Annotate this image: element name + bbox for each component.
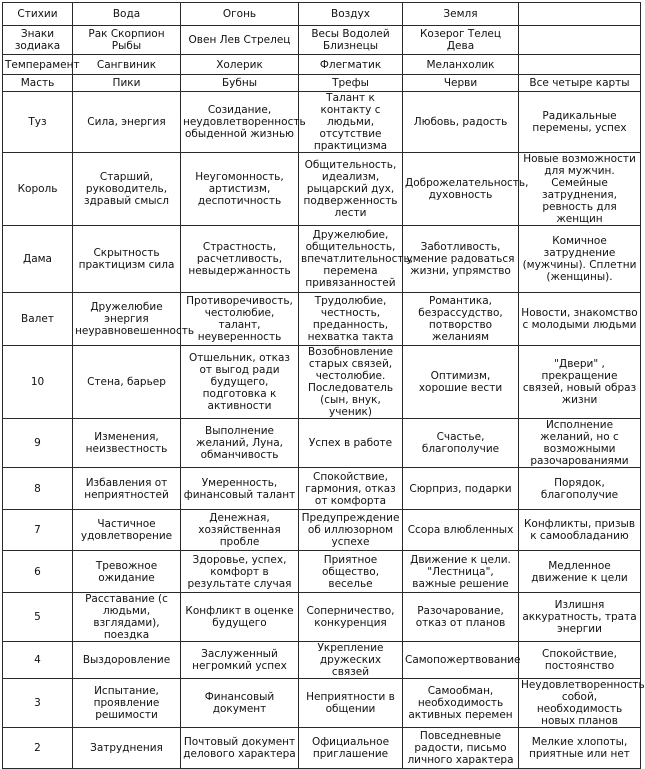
table-cell: Избавления от неприятностей (73, 468, 181, 510)
table-cell (519, 55, 641, 75)
table-cell: Противоречивость, честолюбие, талант, неуверенность (181, 293, 299, 346)
table-cell: Официальное приглашение (299, 728, 403, 769)
table-cell: Самопожертвование (403, 642, 519, 679)
table-cell: Рак Скорпион Рыбы (73, 26, 181, 55)
row-label-cell: Темперамент (3, 55, 73, 75)
table-row (3, 226, 641, 293)
table-cell: Все четыре карты (519, 75, 641, 92)
table-row (3, 293, 641, 346)
row-label-cell: 7 (3, 510, 73, 551)
table-cell: Самообман, необходимость активных перемен (403, 679, 519, 728)
table-cell: Новые возможности для мужчин. Семейные затруднения, ревность для женщин (519, 153, 641, 226)
table-cell: Конфликт в оценке будущего (181, 593, 299, 642)
table-cell: Дружелюбие энергия неуравновешенность (73, 293, 181, 346)
table-cell: Трудолюбие, честность, преданность, нехватка такта (299, 293, 403, 346)
row-label-cell: Дама (3, 226, 73, 293)
table-cell: Старший, руководитель, здравый смысл (73, 153, 181, 226)
row-label-cell: Туз (3, 92, 73, 153)
table-cell: Доброжелательность, духовность (403, 153, 519, 226)
table-cell: Выполнение желаний, Луна, обманчивость (181, 419, 299, 468)
table-cell: Частичное удовлетворение (73, 510, 181, 551)
table-cell: Выздоровление (73, 642, 181, 679)
table-cell: Талант к контакту с людьми, отсутствие практицизма (299, 92, 403, 153)
table-cell: Исполнение желаний, но с возможными разочарованиями (519, 419, 641, 468)
table-row (3, 679, 641, 728)
table-header-row (3, 3, 641, 26)
tarot-correspondence-table (2, 2, 645, 769)
table-cell: Расставание (с людьми, взглядами), поездка (73, 593, 181, 642)
table-cell: Комичное затруднение (мужчины). Сплетни (женщины). (519, 226, 641, 293)
table-cell: Ссора влюбленных (403, 510, 519, 551)
table-row (3, 419, 641, 468)
table-cell: Медленное движение к цели (519, 551, 641, 593)
table-row (3, 551, 641, 593)
table-cell: Сюрприз, подарки (403, 468, 519, 510)
row-label-cell: 5 (3, 593, 73, 642)
table-cell: Спокойствие, гармония, отказ от комфорта (299, 468, 403, 510)
table-row (3, 153, 641, 226)
header-cell (519, 3, 641, 26)
table-cell: Повседневные радости, письмо личного характера (403, 728, 519, 769)
table-cell: Укрепление дружеских связей (299, 642, 403, 679)
table-cell: Успех в работе (299, 419, 403, 468)
table-cell: Сангвиник (73, 55, 181, 75)
table-cell: Меланхолик (403, 55, 519, 75)
table-cell: Излишня аккуратность, трата энергии (519, 593, 641, 642)
table-cell (519, 26, 641, 55)
row-label-cell: Король (3, 153, 73, 226)
row-label-cell: 9 (3, 419, 73, 468)
table-row (3, 468, 641, 510)
table-cell: "Двери" , прекращение связей, новый образ жизни (519, 346, 641, 419)
table-cell: Возобновление старых связей, честолюбие. Последователь (сын, внук, ученик) (299, 346, 403, 419)
header-cell: Вода (73, 3, 181, 26)
table-cell: Затруднения (73, 728, 181, 769)
table-cell: Предупреждение об иллюзорном успехе (299, 510, 403, 551)
row-label-cell: 6 (3, 551, 73, 593)
table-row (3, 55, 641, 75)
table-cell: Флегматик (299, 55, 403, 75)
table-cell: Движение к цели. "Лестница", важные решение (403, 551, 519, 593)
table-cell: Трефы (299, 75, 403, 92)
table-cell: Дружелюбие, общительность, впечатлительность, перемена привязанностей (299, 226, 403, 293)
row-label-cell: 2 (3, 728, 73, 769)
table-cell: Козерог Телец Дева (403, 26, 519, 55)
table-cell: Денежная, хозяйственная пробле (181, 510, 299, 551)
row-label-cell: 4 (3, 642, 73, 679)
table-cell: Соперничество, конкуренция (299, 593, 403, 642)
table-cell: Неудовлетворенность собой, необходимость новых планов (519, 679, 641, 728)
header-cell: Воздух (299, 3, 403, 26)
table-cell: Тревожное ожидание (73, 551, 181, 593)
table-cell: Оптимизм, хорошие вести (403, 346, 519, 419)
header-cell: Земля (403, 3, 519, 26)
table-cell: Стена, барьер (73, 346, 181, 419)
table-cell: Черви (403, 75, 519, 92)
table-cell: Спокойствие, постоянство (519, 642, 641, 679)
table-cell: Конфликты, призыв к самообладанию (519, 510, 641, 551)
table-cell: Испытание, проявление решимости (73, 679, 181, 728)
header-cell: Огонь (181, 3, 299, 26)
table-row (3, 642, 641, 679)
table-cell: Неприятности в общении (299, 679, 403, 728)
row-label-cell: Знаки зодиака (3, 26, 73, 55)
row-label-cell: Валет (3, 293, 73, 346)
table-cell: Финансовый документ (181, 679, 299, 728)
header-cell: Стихии (3, 3, 73, 26)
table-cell: Заслуженный негромкий успех (181, 642, 299, 679)
row-label-cell: Масть (3, 75, 73, 92)
table-row (3, 593, 641, 642)
table-row (3, 26, 641, 55)
table-cell: Приятное общество, веселье (299, 551, 403, 593)
table-cell: Сила, энергия (73, 92, 181, 153)
table-row (3, 510, 641, 551)
table-cell: Овен Лев Стрелец (181, 26, 299, 55)
table-cell: Скрытность практицизм сила (73, 226, 181, 293)
table-cell: Разочарование, отказ от планов (403, 593, 519, 642)
table-cell: Порядок, благополучие (519, 468, 641, 510)
table-cell: Неугомонность, артистизм, деспотичность (181, 153, 299, 226)
table-cell: Отшельник, отказ от выгод ради будущего, подготовка к активности (181, 346, 299, 419)
table-cell: Радикальные перемены, успех (519, 92, 641, 153)
table-row (3, 92, 641, 153)
table-cell: Здоровье, успех, комфорт в результате случая (181, 551, 299, 593)
table-cell: Общительность, идеализм, рыцарский дух, подверженность лести (299, 153, 403, 226)
row-label-cell: 8 (3, 468, 73, 510)
table-cell: Романтика, безрассудство, потворство желаниям (403, 293, 519, 346)
table-cell: Умеренность, финансовый талант (181, 468, 299, 510)
table-row (3, 728, 641, 769)
row-label-cell: 10 (3, 346, 73, 419)
table-row (3, 346, 641, 419)
table-cell: Бубны (181, 75, 299, 92)
table-cell: Созидание, неудовлетворенность обыденной жизнью (181, 92, 299, 153)
table-cell: Любовь, радость (403, 92, 519, 153)
table-cell: Счастье, благополучие (403, 419, 519, 468)
table-cell: Почтовый документ делового характера (181, 728, 299, 769)
table-cell: Весы Водолей Близнецы (299, 26, 403, 55)
table-cell: Страстность, расчетливость, невыдержанность (181, 226, 299, 293)
table-cell: Новости, знакомство с молодыми людьми (519, 293, 641, 346)
row-label-cell: 3 (3, 679, 73, 728)
table-row (3, 75, 641, 92)
table-cell: Пики (73, 75, 181, 92)
table-cell: Холерик (181, 55, 299, 75)
table-cell: Мелкие хлопоты, приятные или нет (519, 728, 641, 769)
table-cell: Заботливость, умение радоваться жизни, упрямство (403, 226, 519, 293)
table-cell: Изменения, неизвестность (73, 419, 181, 468)
